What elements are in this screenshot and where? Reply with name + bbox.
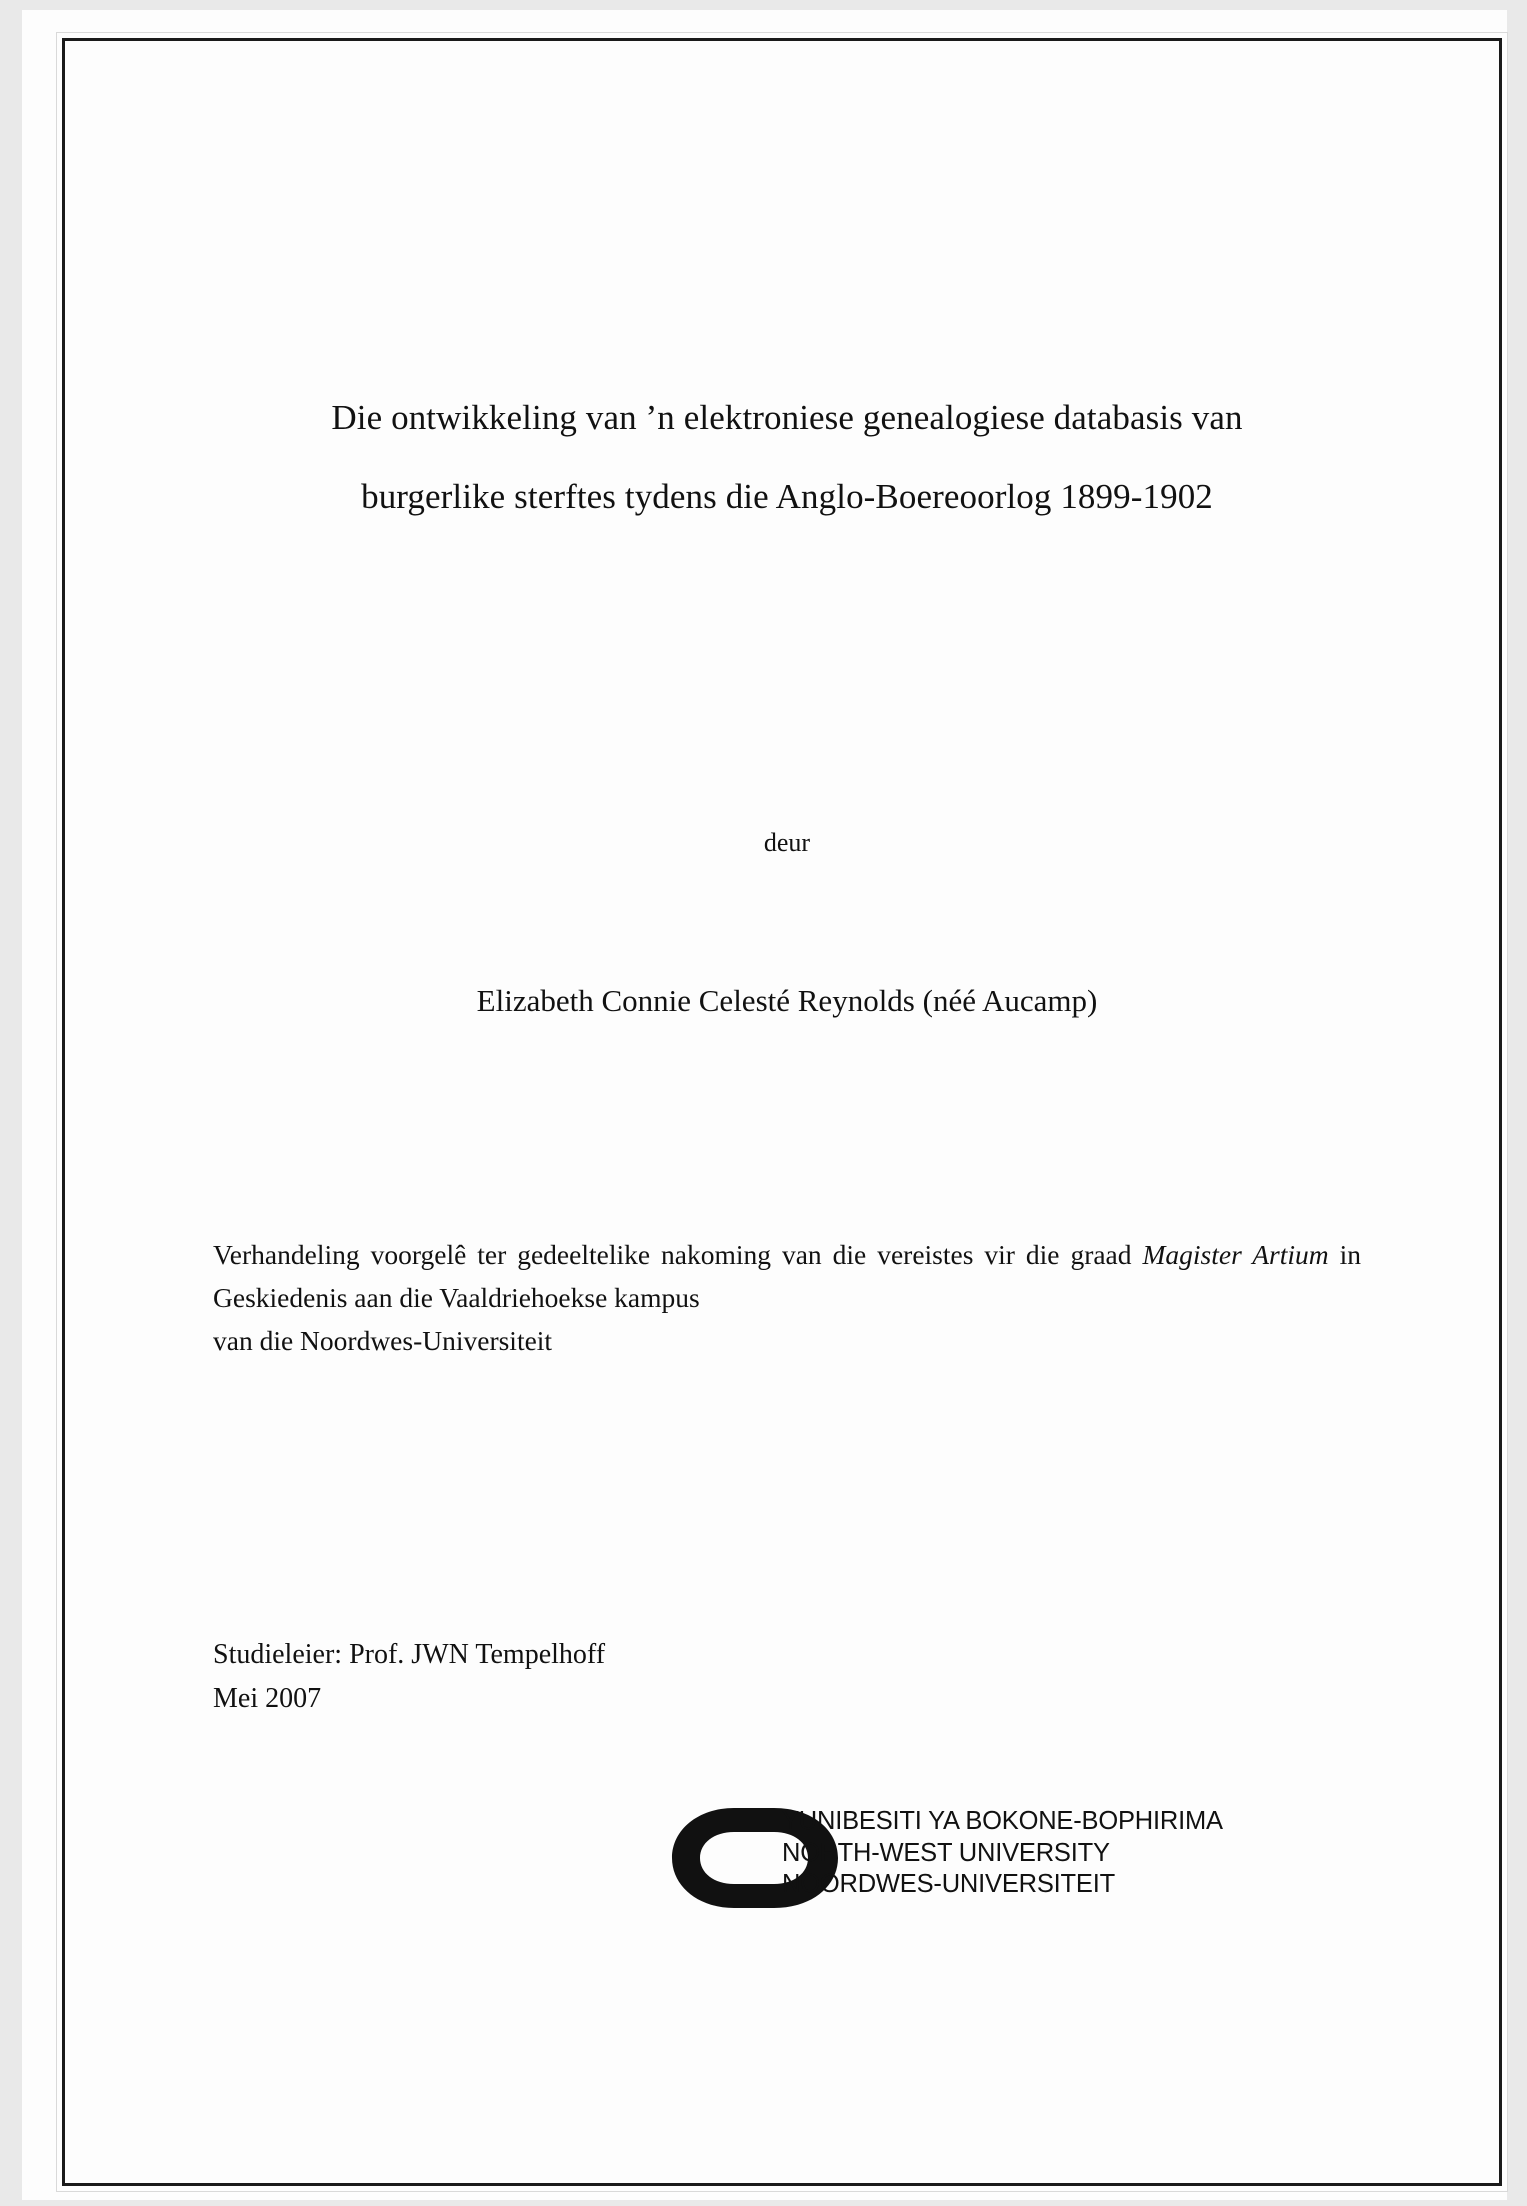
title-line-1: Die ontwikkeling van ’n elektroniese genealogiese databasis van: [331, 398, 1243, 437]
date-line: Mei 2007: [213, 1683, 322, 1714]
title-page-content: [207, 38, 1367, 2186]
logo-text-line-3: NOORDWES-UNIVERSITEIT: [782, 1870, 1115, 1898]
supervisor-block: [213, 1633, 1213, 1721]
degree-statement: [213, 1233, 1361, 1362]
author-name: Elizabeth Connie Celesté Reynolds (néé Aucamp): [476, 983, 1098, 1018]
degree-name: Magister Artium: [1142, 1239, 1329, 1270]
degree-statement-line3: van die Noordwes-Universiteit: [213, 1325, 553, 1356]
page-title: [207, 378, 1367, 536]
supervisor-line: Studieleier: Prof. JWN Tempelhoff: [213, 1639, 606, 1670]
logo-text-line-2: NORTH-WEST UNIVERSITY: [782, 1838, 1110, 1867]
degree-statement-part1: Verhandeling voorgelê ter gedeeltelike nakoming van die vereistes vir die graad: [213, 1239, 1143, 1270]
logo-text-block: [782, 1806, 1223, 1901]
university-logo-block: [662, 1798, 1282, 1918]
by-label: deur: [763, 828, 811, 857]
logo-text-line-1: YUNIBESITI YA BOKONE-BOPHIRIMA: [782, 1807, 1223, 1835]
degree-statement-part2: in Geskiedenis aan die Vaaldriehoekse kampus: [213, 1239, 1361, 1313]
degree-statement-paragraph: [213, 1233, 1361, 1319]
title-line-2: burgerlike sterftes tydens die Anglo-Boereoorlog 1899-1902: [361, 477, 1213, 516]
document-page: [22, 10, 1507, 2200]
